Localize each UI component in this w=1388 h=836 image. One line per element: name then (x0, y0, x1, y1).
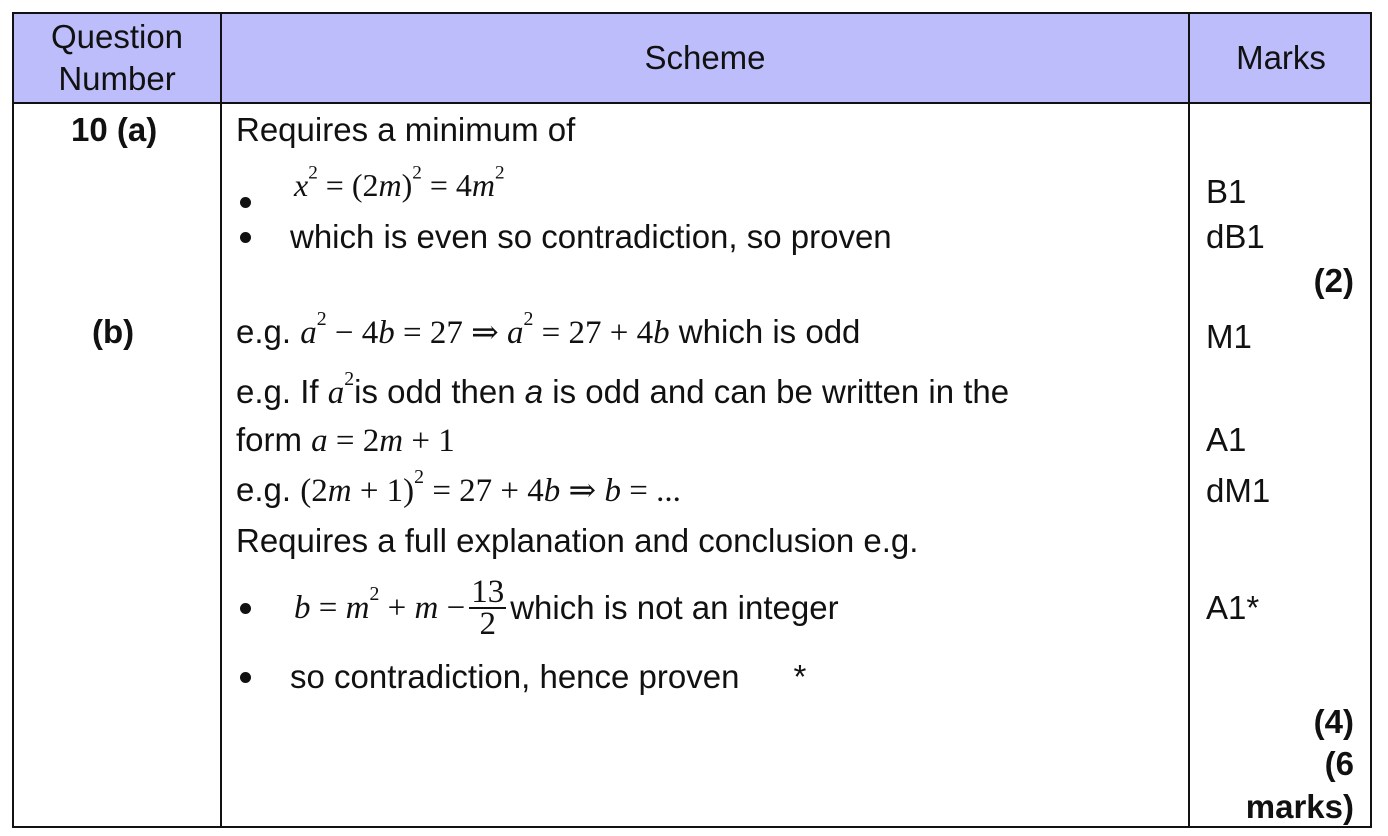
mark-a-2: dB1 (1206, 218, 1265, 255)
column-divider (220, 14, 222, 826)
header-number-label: Number (58, 60, 176, 97)
subtotal-b: (4) (1313, 703, 1354, 740)
scheme-b-line3: form a = 2m + 1 (236, 421, 455, 459)
header-marks: Marks (1236, 39, 1326, 76)
scheme-b-line5: Requires a full explanation and conclusion e.g. (236, 522, 919, 559)
scheme-b-line4: e.g. $(2m + 1)^2 = 27 + 4b$ ⇒ b = ... (236, 466, 681, 509)
scheme-a-bullet2: which is even so contradiction, so proven (290, 218, 892, 255)
scheme-b-bullet1: $b = m^2 + m$ − $\frac{13}{2}$ which is not an integer (294, 574, 839, 642)
mark-b-1: M1 (1206, 318, 1252, 355)
header-scheme: Scheme (644, 39, 766, 76)
scheme-a-equation: $x^2 = (2m)^2 = 4m^2$ (294, 162, 505, 203)
header-question-number (14, 14, 220, 102)
mark-scheme-table (12, 12, 1372, 828)
bullet (240, 232, 251, 243)
mark-a-1: B1 (1206, 173, 1247, 210)
mark-b-3: dM1 (1206, 472, 1271, 509)
table-header (14, 14, 1370, 104)
scheme-b-line2: e.g. If $a^2is$ odd then a is odd and can be written in the (236, 368, 1010, 411)
bullet (240, 197, 251, 208)
column-divider (1188, 14, 1190, 826)
scheme-a-intro: Requires a minimum of (236, 111, 576, 148)
header-question-label: Question (50, 18, 184, 55)
bullet (240, 603, 251, 614)
mark-b-4: A1* (1206, 589, 1260, 626)
total-line1: (6 (1324, 745, 1354, 782)
question-label-b: (b) (92, 313, 135, 350)
subtotal-a: (2) (1313, 262, 1354, 299)
total-line2: marks) (1245, 788, 1354, 825)
mark-b-2: A1 (1206, 421, 1247, 458)
bullet (240, 672, 251, 683)
question-label-a: 10 (a) (71, 111, 158, 148)
scheme-b-line1: e.g. $a^2 - 4b = 27$ ⇒ $a^2 = 27 + 4b$ which is odd (236, 308, 861, 351)
scheme-b-bullet2: so contradiction, hence proven * (290, 658, 807, 695)
